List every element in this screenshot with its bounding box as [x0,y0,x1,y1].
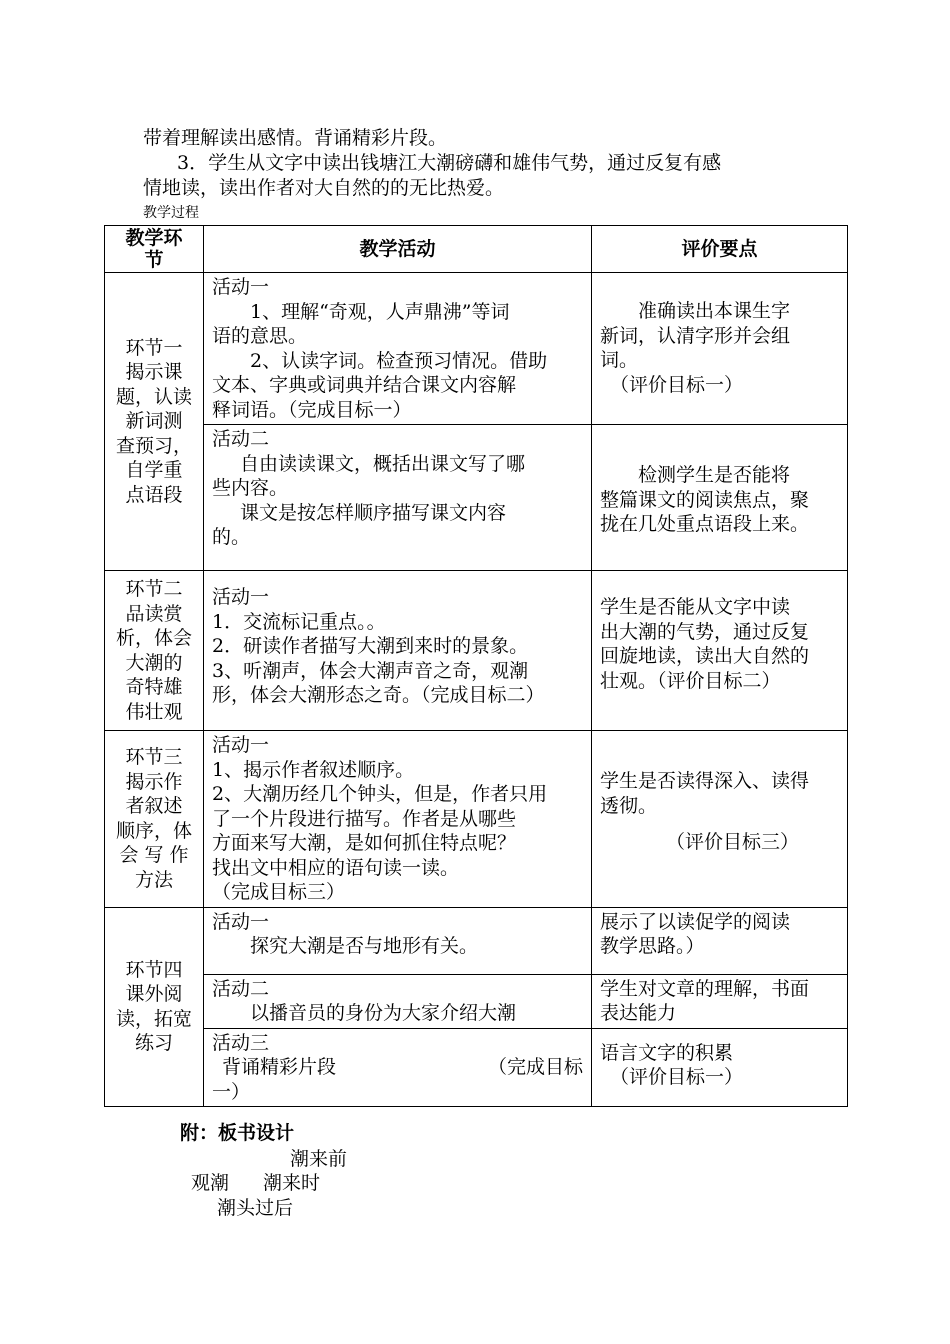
evaluation-cell: 学生对文章的理解，书面 表达能力 [592,974,848,1028]
evaluation-cell: 学生是否读得深入、读得 透彻。 （评价目标三） [592,731,848,908]
activity-cell: 活动一 1．交流标记重点。。 2．研读作者描写大潮到来时的景象。 3、听潮声，体会大潮声音之奇，观潮 形，体会大潮形态之奇。（完成目标二） [204,571,592,731]
intro-line-3: 情地读，读出作者对大自然的的无比热爱。 [143,177,505,199]
activity-cell: 活动二 以播音员的身份为大家介绍大潮 [204,974,592,1028]
evaluation-cell: 检测学生是否能将 整篇课文的阅读焦点，聚 拢在几处重点语段上来。 [592,425,848,571]
header-stage: 教学环 节 [105,226,204,273]
board-watch: 观潮 [191,1172,230,1194]
header-evaluation: 评价要点 [592,226,848,273]
stage-cell-2: 环节二 品读赏 析，体会 大潮的 奇特雄 伟壮观 [105,571,204,731]
activity-cell: 活动一 1、理解“奇观，人声鼎沸”等词 语的意思。 2、认读字词。检查预习情况。借助 文本、字典或词典并结合课文内容解 释词语。（完成目标一） [204,273,592,425]
table-row [105,273,848,425]
table-row [105,731,848,908]
section-title: 教学过程 [143,205,199,221]
table-row [105,425,848,571]
board-design-title: 附：板书设计 [180,1122,295,1144]
evaluation-cell: 准确读出本课生字 新词，认清字形并会组 词。 （评价目标一） [592,273,848,425]
intro-line-1: 带着理解读出感情。背诵精彩片段。 [143,127,448,149]
teaching-process-table [104,225,848,1107]
table-row [105,1028,848,1107]
table-header-row [105,226,848,273]
table-row [105,974,848,1028]
board-after: 潮头过后 [217,1197,294,1219]
evaluation-cell: 学生是否能从文字中读 出大潮的气势，通过反复 回旋地读，读出大自然的 壮观。（评价目标二） [592,571,848,731]
board-before: 潮来前 [290,1148,348,1170]
evaluation-cell: 语言文字的积累 （评价目标一） [592,1028,848,1107]
activity-cell: 活动三 背诵精彩片段 （完成目标 一） [204,1028,592,1107]
activity-cell: 活动二 自由读读课文，概括出课文写了哪 些内容。 课文是按怎样顺序描写课文内容 的。 [204,425,592,571]
table-row [105,571,848,731]
stage-cell-4: 环节四 课外阅 读，拓宽 练习 [105,907,204,1107]
activity-cell: 活动一 探究大潮是否与地形有关。 [204,907,592,974]
activity-cell: 活动一 1、揭示作者叙述顺序。 2、大潮历经几个钟头，但是，作者只用 了一个片段进行描写。作者是从哪些 方面来写大潮，是如何抓住特点呢？ 找出文中相应的语句读一读。 （完成目标三） [204,731,592,908]
stage-cell-1: 环节一 揭示课 题，认读 新词测 查预习， 自学重 点语段 [105,273,204,571]
board-during: 潮来时 [263,1172,321,1194]
intro-line-2: 3．学生从文字中读出钱塘江大潮磅礴和雄伟气势，通过反复有感 [177,152,722,174]
table-row [105,907,848,974]
stage-cell-3: 环节三 揭示作 者叙述 顺序，体 会 写 作 方法 [105,731,204,908]
header-activity: 教学活动 [204,226,592,273]
evaluation-cell: 展示了以读促学的阅读 教学思路。） [592,907,848,974]
